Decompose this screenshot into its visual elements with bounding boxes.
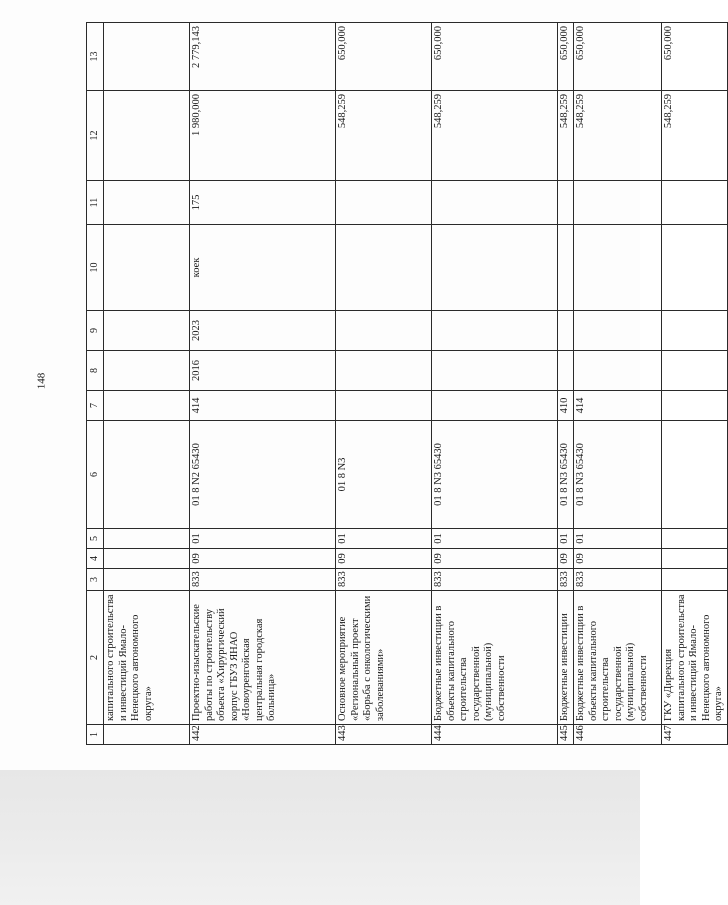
table-cell-col7: [662, 391, 728, 421]
table-cell-col9: 2023: [190, 311, 336, 351]
table-cell-col9: [558, 311, 574, 351]
table-cell-col11: [574, 181, 662, 225]
table-cell-col4: [662, 549, 728, 569]
table-cell-col13: 650,000: [558, 23, 574, 91]
header-cell: 4: [87, 549, 104, 569]
table-cell-col9: [662, 311, 728, 351]
table-cell-col11: [104, 181, 190, 225]
table-cell-col5: 01: [574, 529, 662, 549]
table-cell-col8: 2016: [190, 351, 336, 391]
table-cell-col8: [574, 351, 662, 391]
table-cell-col5: 01: [558, 529, 574, 549]
header-cell: 1: [87, 725, 104, 745]
table-row: [104, 23, 190, 745]
table-cell-col10: [558, 225, 574, 311]
header-cell: 10: [87, 225, 104, 311]
table-cell-col6: 01 8 N3: [336, 421, 432, 529]
table-cell-col1: 442: [190, 725, 336, 745]
table-cell-col6: [104, 421, 190, 529]
table-cell-col1: 443: [336, 725, 432, 745]
table-cell-col13: 2 779,143: [190, 23, 336, 91]
table-cell-col12: 548,259: [336, 91, 432, 181]
budget-table: [86, 22, 728, 745]
table-cell-col4: 09: [432, 549, 558, 569]
header-cell: 5: [87, 529, 104, 549]
table-cell-col8: [432, 351, 558, 391]
table-cell-col3: 833: [574, 569, 662, 591]
table-cell-col4: 09: [574, 549, 662, 569]
table-cell-col13: 650,000: [662, 23, 728, 91]
table-cell-col7: [104, 391, 190, 421]
table-cell-col10: [432, 225, 558, 311]
page-number: 148: [35, 372, 48, 390]
table-cell-col10: [662, 225, 728, 311]
table-row: [558, 23, 574, 745]
table-cell-col2: Проектно-изыскательские работы по строительству объекта «Хирургический корпус ГБУЗ ЯНАО «Новоуренгойская центральная городская больница»: [190, 591, 336, 725]
table-cell-col11: 175: [190, 181, 336, 225]
table-cell-col13: 650,000: [574, 23, 662, 91]
table-cell-col3: [104, 569, 190, 591]
table-cell-col10: [336, 225, 432, 311]
table-cell-col11: [432, 181, 558, 225]
table-cell-col10: [574, 225, 662, 311]
table-cell-col9: [574, 311, 662, 351]
header-cell: 13: [87, 23, 104, 91]
table-cell-col7: 414: [190, 391, 336, 421]
table-cell-col8: [558, 351, 574, 391]
table-cell-col1: [104, 725, 190, 745]
table-cell-col2: Основное мероприятие «Региональный проект «Борьба с онкологическими заболеваниями»: [336, 591, 432, 725]
header-cell: 8: [87, 351, 104, 391]
table-cell-col6: 01 8 N3 65430: [558, 421, 574, 529]
table-cell-col7: [432, 391, 558, 421]
table-cell-col3: 833: [336, 569, 432, 591]
table-cell-col4: [104, 549, 190, 569]
table-cell-col10: [104, 225, 190, 311]
table-cell-col10: коек: [190, 225, 336, 311]
table-cell-col2: Бюджетные инвестиции: [558, 591, 574, 725]
table-cell-col11: [336, 181, 432, 225]
table-cell-col11: [558, 181, 574, 225]
table-row: [432, 23, 558, 745]
header-cell: 7: [87, 391, 104, 421]
table-cell-col9: [432, 311, 558, 351]
rotated-table-container: [86, 23, 724, 745]
table-cell-col11: [662, 181, 728, 225]
table-cell-col12: 548,259: [432, 91, 558, 181]
table-cell-col2: капитального строительства и инвестиций Ямало-Ненецкого автономного округа»: [104, 591, 190, 725]
header-cell: 6: [87, 421, 104, 529]
table-cell-col3: 833: [558, 569, 574, 591]
header-cell: 2: [87, 591, 104, 725]
table-cell-col5: 01: [336, 529, 432, 549]
table-cell-col12: 548,259: [558, 91, 574, 181]
table-row: [190, 23, 336, 745]
table-cell-col3: 833: [432, 569, 558, 591]
table-cell-col5: 01: [432, 529, 558, 549]
table-cell-col12: [104, 91, 190, 181]
table-cell-col3: [662, 569, 728, 591]
table-cell-col13: 650,000: [336, 23, 432, 91]
table-cell-col4: 09: [190, 549, 336, 569]
table-cell-col1: 447: [662, 725, 728, 745]
table-cell-col7: 414: [574, 391, 662, 421]
scanner-shadow: [0, 770, 640, 905]
table-cell-col2: Бюджетные инвестиции в объекты капитального строительства государственной (муниципальной) собственности: [574, 591, 662, 725]
table-cell-col9: [336, 311, 432, 351]
header-cell: 11: [87, 181, 104, 225]
table-cell-col5: 01: [190, 529, 336, 549]
table-cell-col9: [104, 311, 190, 351]
table-cell-col8: [104, 351, 190, 391]
header-cell: 9: [87, 311, 104, 351]
table-cell-col4: 09: [558, 549, 574, 569]
table-cell-col1: 446: [574, 725, 662, 745]
header-cell: 12: [87, 91, 104, 181]
table-cell-col6: [662, 421, 728, 529]
table-cell-col2: ГКУ «Дирекция капитального строительства и инвестиций Ямало-Ненецкого автономного округа»: [662, 591, 728, 725]
table-cell-col13: 650,000: [432, 23, 558, 91]
header-row: [87, 23, 104, 745]
table-cell-col13: [104, 23, 190, 91]
table-cell-col5: [662, 529, 728, 549]
table-cell-col5: [104, 529, 190, 549]
table-cell-col7: [336, 391, 432, 421]
table-cell-col12: 1 980,000: [190, 91, 336, 181]
table-cell-col6: 01 8 N3 65430: [574, 421, 662, 529]
table-cell-col12: 548,259: [662, 91, 728, 181]
table-row: [574, 23, 662, 745]
table-cell-col12: 548,259: [574, 91, 662, 181]
header-cell: 3: [87, 569, 104, 591]
table-cell-col2: Бюджетные инвестиции в объекты капитального строительства государственной (муниципальной) собственности: [432, 591, 558, 725]
table-cell-col3: 833: [190, 569, 336, 591]
table-cell-col6: 01 8 N2 65430: [190, 421, 336, 529]
table-cell-col7: 410: [558, 391, 574, 421]
table-cell-col6: 01 8 N3 65430: [432, 421, 558, 529]
table-cell-col8: [336, 351, 432, 391]
table-cell-col8: [662, 351, 728, 391]
table-cell-col4: 09: [336, 549, 432, 569]
table-row: [662, 23, 728, 745]
table-row: [336, 23, 432, 745]
table-cell-col1: 444: [432, 725, 558, 745]
table-cell-col1: 445: [558, 725, 574, 745]
